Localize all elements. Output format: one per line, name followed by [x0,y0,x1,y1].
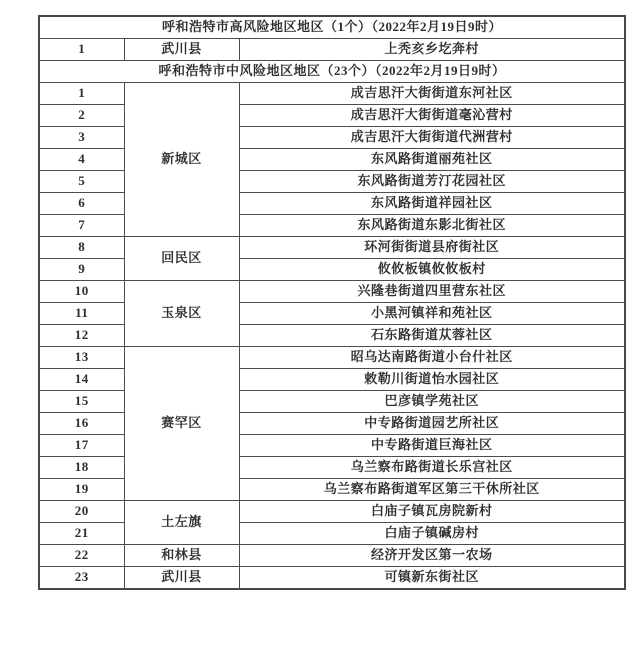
area-cell: 成吉思汗大街街道毫沁营村 [239,105,625,127]
area-cell: 白庙子镇瓦房院新村 [239,501,625,523]
row-number-cell: 7 [39,215,124,237]
area-cell: 中专路街道巨海社区 [239,435,625,457]
area-cell: 上秃亥乡圪奔村 [239,39,625,61]
risk-area-table-body [39,16,625,589]
section-header-cell: 呼和浩特市中风险地区地区（23个）（2022年2月19日9时） [39,61,625,83]
section-header-row [39,16,625,39]
area-cell: 乌兰察布路街道军区第三干休所社区 [239,479,625,501]
row-number-cell: 19 [39,479,124,501]
area-cell: 经济开发区第一农场 [239,545,625,567]
section-header-row [39,61,625,83]
district-cell: 和林县 [124,545,239,567]
row-number-cell: 14 [39,369,124,391]
risk-area-table [38,15,626,590]
area-cell: 小黑河镇祥和苑社区 [239,303,625,325]
row-number-cell: 4 [39,149,124,171]
row-number-cell: 17 [39,435,124,457]
table-row [39,237,625,259]
row-number-cell: 5 [39,171,124,193]
district-cell: 玉泉区 [124,281,239,347]
row-number-cell: 1 [39,83,124,105]
section-header-cell: 呼和浩特市高风险地区地区（1个）（2022年2月19日9时） [39,16,625,39]
row-number-cell: 16 [39,413,124,435]
table-row [39,347,625,369]
district-cell: 赛罕区 [124,347,239,501]
row-number-cell: 21 [39,523,124,545]
district-cell: 武川县 [124,39,239,61]
area-cell: 东风路街道东影北街社区 [239,215,625,237]
area-cell: 东风路街道祥园社区 [239,193,625,215]
table-row [39,501,625,523]
area-cell: 昭乌达南路街道小台什社区 [239,347,625,369]
row-number-cell: 9 [39,259,124,281]
area-cell: 石东路街道苁蓉社区 [239,325,625,347]
row-number-cell: 8 [39,237,124,259]
area-cell: 可镇新东街社区 [239,567,625,590]
area-cell: 乌兰察布路街道长乐宫社区 [239,457,625,479]
row-number-cell: 1 [39,39,124,61]
table-row [39,39,625,61]
row-number-cell: 23 [39,567,124,590]
area-cell: 环河街街道县府街社区 [239,237,625,259]
area-cell: 成吉思汗大街街道代洲营村 [239,127,625,149]
area-cell: 东风路街道丽苑社区 [239,149,625,171]
area-cell: 白庙子镇碱房村 [239,523,625,545]
table-row [39,281,625,303]
row-number-cell: 20 [39,501,124,523]
district-cell: 武川县 [124,567,239,590]
row-number-cell: 11 [39,303,124,325]
area-cell: 成吉思汗大街街道东河社区 [239,83,625,105]
area-cell: 攸攸板镇攸攸板村 [239,259,625,281]
area-cell: 中专路街道园艺所社区 [239,413,625,435]
table-row [39,567,625,590]
area-cell: 兴隆巷街道四里营东社区 [239,281,625,303]
row-number-cell: 12 [39,325,124,347]
area-cell: 东风路街道芳汀花园社区 [239,171,625,193]
table-row [39,545,625,567]
row-number-cell: 18 [39,457,124,479]
row-number-cell: 22 [39,545,124,567]
area-cell: 巴彦镇学苑社区 [239,391,625,413]
district-cell: 新城区 [124,83,239,237]
row-number-cell: 6 [39,193,124,215]
row-number-cell: 13 [39,347,124,369]
row-number-cell: 2 [39,105,124,127]
row-number-cell: 3 [39,127,124,149]
district-cell: 回民区 [124,237,239,281]
table-row [39,83,625,105]
row-number-cell: 15 [39,391,124,413]
area-cell: 敕勒川街道怡水园社区 [239,369,625,391]
row-number-cell: 10 [39,281,124,303]
district-cell: 土左旗 [124,501,239,545]
